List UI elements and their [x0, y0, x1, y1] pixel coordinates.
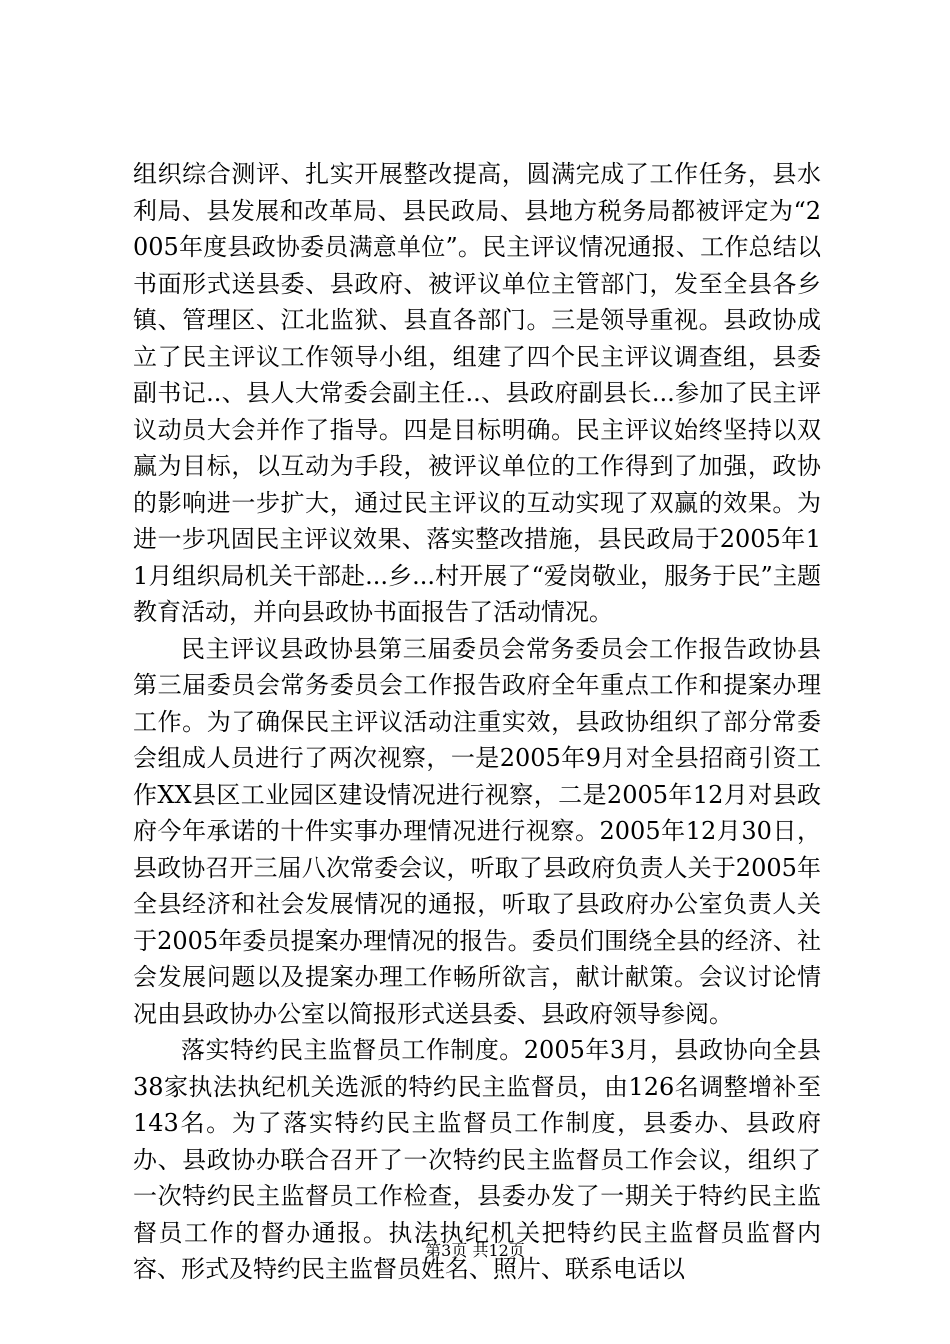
paragraph-1: 组织综合测评、扎实开展整改提高，圆满完成了工作任务，县水利局、县发展和改革局、县民政局、县地方税务局都被评定为“2005年度县政协委员满意单位”。民主评议情况通报、工作总结以书面形式送县委、县政府、被评议单位主管部门，发至全县各乡镇、管理区、江北监狱、县直各部门。三是领导重视。县政协成立了民主评议工作领导小组，组建了四个民主评议调查组，县委副书记..、县人大常委会副主任..、县政府副县长...参加了民主评议动员大会并作了指导。四是目标明确。民主评议始终坚持以双赢为目标，以互动为手段，被评议单位的工作得到了加强，政协的影响进一步扩大，通过民主评议的互动实现了双赢的效果。为进一步巩固民主评议效果、落实整改措施，县民政局于2005年11月组织局机关干部赴...乡...村开展了“爱岗敬业，服务于民”主题教育活动，并向县政协书面报告了活动情况。	[133, 160, 821, 626]
paragraph-3: 落实特约民主监督员工作制度。2005年3月，县政协向全县38家执法执纪机关选派的特约民主监督员，由126名调整增补至143名。为了落实特约民主监督员工作制度，县委办、县政府办、县政协办联合召开了一次特约民主监督员工作会议，组织了一次特约民主监督员工作检查，县委办发了一期关于特约民主监督员工作的督办通报。执法执纪机关把特约民主监督员监督内容、形式及特约民主监督员姓名、照片、联系电话以	[133, 1036, 821, 1283]
paragraph-2: 民主评议县政协县第三届委员会常务委员会工作报告政协县第三届委员会常务委员会工作报告政府全年重点工作和提案办理工作。为了确保民主评议活动注重实效，县政协组织了部分常委会组成人员进行了两次视察，一是2005年9月对全县招商引资工作XX县区工业园区建设情况进行视察，二是2005年12月对县政府今年承诺的十件实事办理情况进行视察。2005年12月30日，县政协召开三届八次常委会议，听取了县政府负责人关于2005年全县经济和社会发展情况的通报，听取了县政府办公室负责人关于2005年委员提案办理情况的报告。委员们围绕全县的经济、社会发展问题以及提案办理工作畅所欲言，献计献策。会议讨论情况由县政协办公室以简报形式送县委、县政府领导参阅。	[133, 634, 821, 1028]
page-number-footer: 第3页 共12页	[425, 1241, 525, 1260]
document-body	[133, 156, 821, 1288]
